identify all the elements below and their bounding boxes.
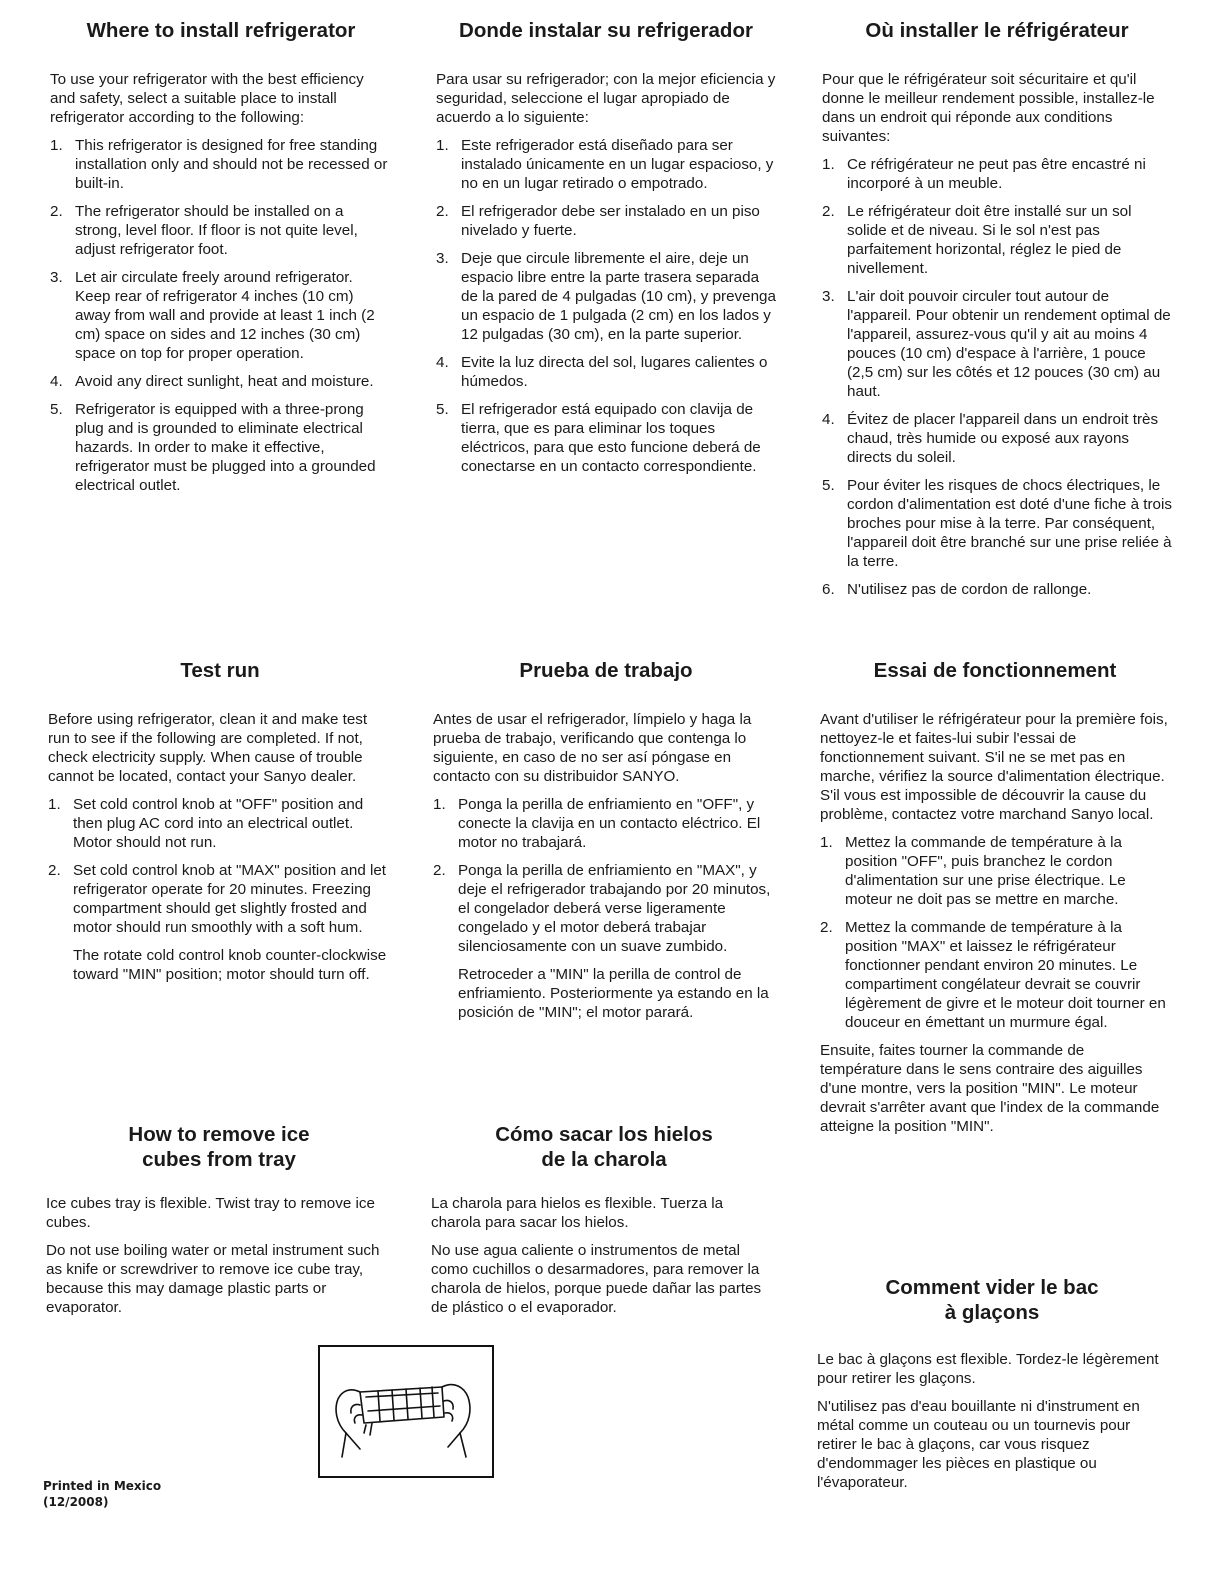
ice-p1-fr: Le bac à glaçons est flexible. Tordez-le légèrement pour retirer les glaçons. [817,1351,1159,1387]
install-list-fr [822,155,1172,599]
print-info [43,1478,161,1510]
testrun-after-fr: Ensuite, faites tourner la commande de température dans le sens contraire des aiguilles d'une montre, vers la position "MIN". Le moteur devrait s'arrêter avant que l'index de la commande atteigne la position "MIN". [820,1042,1160,1135]
ice-section-es [431,1122,777,1326]
list-item: 2. El refrigerador debe ser instalado en un piso nivelado y fuerte. [436,203,760,239]
list-item: 3. Let air circulate freely around refrigerator. Keep rear of refrigerator 4 inches (10 cm) away from wall and provide at least 1 inch (2 cm) space on sides and 12 inches (30 cm) space on top for proper operation. [50,269,375,362]
list-item: 3. Deje que circule libremente el aire, deje un espacio libre entre la parte trasera separada de la pared de 4 pulgadas (10 cm), y prevenga un espacio de 1 pulgada (2 cm) en los lados y 12 pulgadas (30 cm), en la parte superior. [436,250,776,343]
install-title-es: Donde instalar su refrigerador [459,19,753,42]
install-section-en [50,18,392,504]
print-location: Printed in Mexico [43,1479,162,1493]
list-item: 1. Set cold control knob at "OFF" position and then plug AC cord into an electrical outlet. Motor should not run. [48,796,364,851]
testrun-list-es [433,795,779,956]
list-item: 2. The refrigerator should be installed on a strong, level floor. If floor is not quite level, adjust refrigerator foot. [50,203,358,258]
testrun-title-es: Prueba de trabajo [519,659,693,682]
install-list-es [436,136,776,476]
list-item: 4. Evite la luz directa del sol, lugares calientes o húmedos. [436,354,768,390]
testrun-section-es [433,658,779,1031]
testrun-section-en [48,658,392,993]
list-item: 6. N'utilisez pas de cordon de rallonge. [822,581,1092,598]
list-item: 1. Mettez la commande de température à la position "OFF", puis branchez le cordon d'alimentation sur une prise électrique. Le moteur ne doit pas se mettre en marche. [820,834,1126,908]
list-item: 2. Set cold control knob at "MAX" position and let refrigerator operate for 20 minutes. Freezing compartment should get slightly frosted and motor should run smoothly with a soft hum. [48,862,387,936]
list-item: 5. El refrigerador está equipado con clavija de tierra, que es para eliminar los toques eléctricos, para que esto funcione deberá de conectarse en un contacto correspondiente. [436,401,761,475]
install-intro-en: To use your refrigerator with the best efficiency and safety, select a suitable place to install refrigerator according to the following: [50,71,364,126]
print-date: (12/2008) [43,1495,109,1509]
install-list-en [50,136,392,495]
list-item: 1. Ponga la perilla de enfriamiento en "OFF", y conecte la clavija en un contacto eléctrico. El motor no trabajará. [433,796,761,851]
ice-title-es: Cómo sacar los hielos de la charola [495,1123,713,1171]
list-item: 2. Ponga la perilla de enfriamiento en "MAX", y deje el refrigerador trabajando por 20 minutos, el congelador deberá verse ligeramente congelado y el motor deberá trabajar silenciosamente con un suave zumbido. [433,862,771,955]
testrun-intro-fr: Avant d'utiliser le réfrigérateur pour la première fois, nettoyez-le et faites-lui subir l'essai de fonctionnement suivant. S'il ne se met pas en marche, vérifiez la source d'alimentation électrique. S'il vous est impossible de découvrir la cause du problème, contactez votre marchand Sanyo local. [820,711,1168,823]
list-item: 5. Pour éviter les risques de chocs électriques, le cordon d'alimentation est doté d'une fiche à trois broches pour mise à la terre. Par conséquent, l'appareil doit être branché sur une prise reliée à la terre. [822,477,1172,570]
ice-p2-fr: N'utilisez pas d'eau bouillante ni d'instrument en métal comme un couteau ou un tournevis pour retirer le bac à glaçons, car vous risquez d'endommager les pièces en plastique ou l'évaporateur. [817,1398,1140,1491]
list-item: 4. Avoid any direct sunlight, heat and moisture. [50,373,374,390]
list-item: 5. Refrigerator is equipped with a three-prong plug and is grounded to eliminate electrical hazards. In order to make it effective, refrigerator must be plugged into a grounded electrical outlet. [50,401,376,494]
list-item: 1. Este refrigerador está diseñado para ser instalado únicamente en un lugar espacioso, y no en un lugar retirado o empotrado. [436,137,774,192]
testrun-after-es: Retroceder a "MIN" la perilla de control de enfriamiento. Posteriormente ya estando en la posición de "MIN"; el motor parará. [458,966,769,1021]
install-section-es [436,18,776,485]
testrun-list-fr [820,833,1170,1032]
testrun-intro-es: Antes de usar el refrigerador, límpielo y haga la prueba de trabajo, verificando que contenga lo siguiente, en caso de no ser así póngase en contacto con su distribuidor SANYO. [433,711,752,785]
ice-p2-en: Do not use boiling water or metal instrument such as knife or screwdriver to remove ice cube tray, because this may damage plastic parts or evaporator. [46,1242,380,1316]
list-item: 3. L'air doit pouvoir circuler tout autour de l'appareil. Pour obtenir un rendement optimal de l'appareil, assurez-vous qu'il y ait au moins 4 pouces (10 cm) d'espace à l'arrière, 1 pouce (2,5 cm) sur les côtés et 12 pouces (30 cm) au haut. [822,288,1171,400]
ice-title-fr: Comment vider le bac à glaçons [885,1276,1099,1324]
testrun-title-en: Test run [180,659,260,682]
list-item: 4. Évitez de placer l'appareil dans un endroit très chaud, très humide ou exposé aux rayons directs du soleil. [822,411,1159,466]
ice-p2-es: No use agua caliente o instrumentos de metal como cuchillos o desarmadores, para remover la charola de hielos, porque puede dañar las partes de plástico o el evaporador. [431,1242,762,1316]
list-item: 1. This refrigerator is designed for free standing installation only and should not be recessed or built-in. [50,137,388,192]
testrun-title-fr: Essai de fonctionnement [873,659,1117,682]
install-intro-es: Para usar su refrigerador; con la mejor eficiencia y seguridad, seleccione el lugar apropiado de acuerdo a lo siguiente: [436,71,776,126]
testrun-list-en [48,795,392,937]
testrun-section-fr [820,658,1170,1145]
ice-title-en: How to remove ice cubes from tray [128,1123,310,1171]
testrun-intro-en: Before using refrigerator, clean it and make test run to see if the following are completed. If not, check electricity supply. When cause of trouble cannot be located, contact your Sanyo dealer. [48,711,368,785]
install-intro-fr: Pour que le réfrigérateur soit sécuritaire et qu'il donne le meilleur rendement possible, installez-le dans un endroit qui réponde aux conditions suivantes: [822,71,1155,145]
install-title-fr: Où installer le réfrigérateur [865,19,1129,42]
ice-tray-illustration [318,1345,494,1478]
list-item: 2. Mettez la commande de température à la position "MAX" et laissez le réfrigérateur fonctionner pendant environ 20 minutes. Le compartiment congélateur devrait se couvrir légèrement de givre et le moteur doit tourner en douceur en émettant un murmure égal. [820,919,1166,1031]
hands-twisting-ice-tray-icon [320,1347,492,1476]
ice-section-en [46,1122,392,1326]
install-title-en: Where to install refrigerator [86,19,356,42]
list-item: 1. Ce réfrigérateur ne peut pas être encastré ni incorporé à un meuble. [822,156,1146,192]
ice-p1-en: Ice cubes tray is flexible. Twist tray to remove ice cubes. [46,1195,375,1231]
install-section-fr [822,18,1172,608]
ice-p1-es: La charola para hielos es flexible. Tuerza la charola para sacar los hielos. [431,1195,724,1231]
ice-section-fr [817,1275,1167,1501]
testrun-after-en: The rotate cold control knob counter-clockwise toward "MIN" position; motor should turn off. [73,947,387,983]
list-item: 2. Le réfrigérateur doit être installé sur un sol solide et de niveau. Si le sol n'est pas parfaitement horizontal, réglez le pied de nivellement. [822,203,1132,277]
